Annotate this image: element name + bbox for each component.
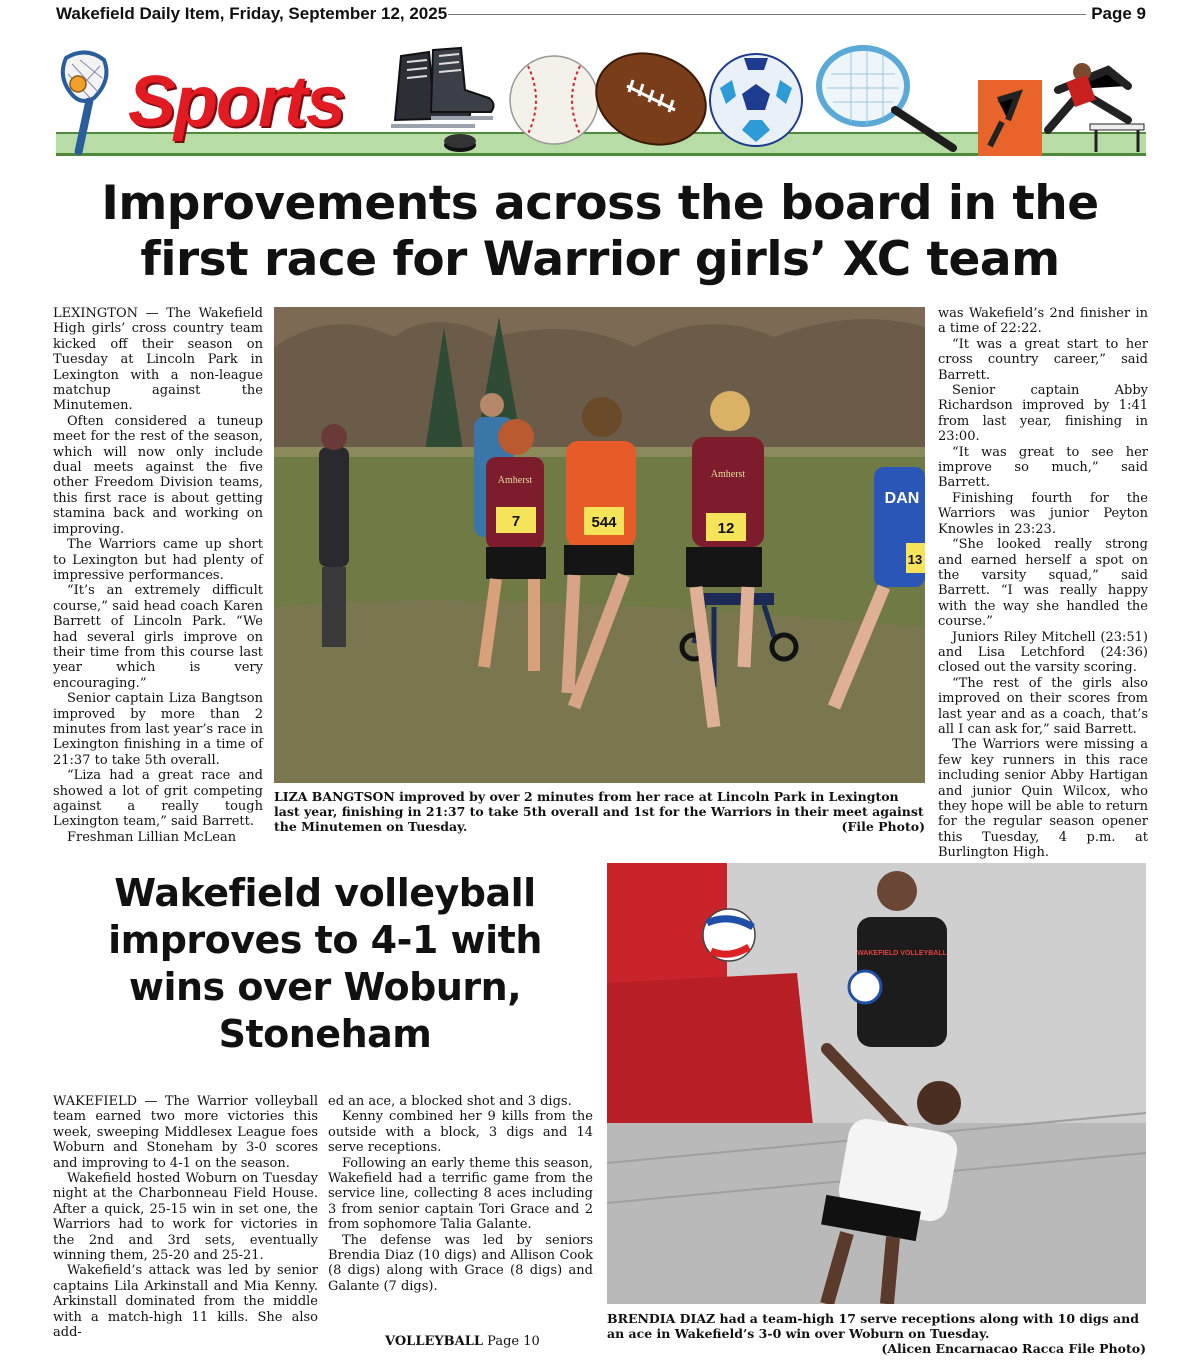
ice-skates-icon bbox=[381, 46, 496, 140]
sports-title: Sports bbox=[128, 62, 345, 142]
xc-column-2 bbox=[938, 306, 1148, 861]
paragraph: Freshman Lillian McLean bbox=[67, 829, 237, 845]
paragraph: Finishing fourth for the Warriors was junior Peyton Knowles in 23:23. bbox=[938, 490, 1148, 537]
jersey-lettering: Amherst bbox=[497, 475, 533, 486]
paragraph: Kenny combined her 9 kills from the outside with a block, 3 digs and 14 serve receptions. bbox=[328, 1109, 593, 1156]
bib-12: 12 bbox=[717, 520, 735, 537]
bib-544: 544 bbox=[591, 514, 617, 531]
paragraph: “It was great to see her improve so much,” said Barrett. bbox=[938, 444, 1148, 491]
headline-volleyball: Wakefield volleyball improves to 4-1 with wins over Woburn, Stoneham bbox=[108, 871, 542, 1056]
volleyball-column-2 bbox=[328, 1094, 593, 1294]
xc-runners-photo bbox=[274, 307, 925, 783]
paragraph: Senior captain Abby Richardson improved by 1:41 from last year, finishing in 23:00. bbox=[938, 383, 1148, 445]
paragraph: “Liza had a great race and showed a lot of grit competing against a really tough Lexington team,” said Barrett. bbox=[53, 768, 263, 830]
xc-column-1 bbox=[53, 306, 263, 845]
caption-text: BRENDIA DIAZ had a team-high 17 serve receptions along with 10 digs and an ace in Wakefield’s 3-0 win over Woburn on Tuesday. bbox=[607, 1311, 1139, 1341]
spectator-figure bbox=[319, 447, 349, 567]
page-number: Page 9 bbox=[1091, 4, 1146, 23]
continued-jump-line[interactable] bbox=[385, 1334, 540, 1350]
paragraph: was Wakefield’s 2nd finisher in a time of 22:22. bbox=[938, 306, 1148, 337]
jump-word: VOLLEYBALL bbox=[385, 1334, 484, 1349]
shirt-lettering: DAN bbox=[884, 490, 920, 507]
paragraph: The Warriors were missing a few key runners in this race including senior Abby Hartigan and junior Quin Wilcox, who they hope will be able to return for the regular season opener this Tuesday, 4 p.m. at Burlington High. bbox=[938, 737, 1148, 861]
football-icon bbox=[591, 44, 711, 154]
paragraph: Senior captain Liza Bangtson improved by more than 2 minutes from last year’s race in Lexington finishing in a time of 21:37 to take 5th overall. bbox=[53, 691, 263, 768]
paragraph: LEXINGTON — The Wakefield High girls’ cross country team kicked off their season on Tuesday at Lincoln Park in Lexington with a non-league matchup against the Minutemen. bbox=[53, 306, 263, 414]
tennis-racket-icon bbox=[811, 44, 961, 154]
volleyball-photo-caption bbox=[607, 1311, 1146, 1356]
hurdler-icon bbox=[978, 50, 1146, 158]
paragraph: Following an early theme this season, Wakefield had a terrific game from the service line, collecting 8 aces including 3 from senior captain Tori Grace and 2 from sophomore Talia Galante. bbox=[328, 1155, 593, 1233]
paragraph: Juniors Riley Mitchell (23:51) and Lisa Letchford (24:36) closed out the varsity scoring. bbox=[938, 629, 1148, 676]
lacrosse-stick-icon bbox=[56, 48, 126, 158]
jump-page: Page 10 bbox=[487, 1334, 540, 1349]
paragraph: The defense was led by seniors Brendia Diaz (10 digs) and Allison Cook (8 digs) along with Grace (8 digs) and Galante (7 digs). bbox=[328, 1232, 593, 1294]
paragraph: “The rest of the girls also improved on their scores from last year and as a coach, that’s all I can ask for,” said Barrett. bbox=[938, 675, 1148, 737]
bib-13: 13 bbox=[907, 552, 923, 567]
header-rule bbox=[448, 14, 1086, 15]
soccer-ball-icon bbox=[706, 50, 806, 150]
volleyball-ball bbox=[703, 909, 755, 961]
paragraph: ed an ace, a blocked shot and 3 digs. bbox=[328, 1094, 572, 1109]
hockey-puck-icon bbox=[442, 132, 478, 154]
running-header bbox=[56, 3, 1146, 25]
volleyball-column-1 bbox=[53, 1094, 318, 1341]
photo-credit: (Alicen Encarnacao Racca File Photo) bbox=[881, 1341, 1146, 1356]
paragraph: “It was a great start to her cross country career,” said Barrett. bbox=[938, 336, 1148, 383]
publication-dateline: Wakefield Daily Item, Friday, September 12, 2025 bbox=[56, 4, 448, 23]
paragraph: “She looked really strong and earned herself a spot on the varsity squad,” said Barrett. “I was really happy with the way she handled the course.” bbox=[938, 537, 1148, 630]
sports-banner bbox=[56, 44, 1146, 160]
paragraph: WAKEFIELD — The Warrior volleyball team earned two more victories this week, sweeping Middlesex League foes Woburn and Stoneham by 3-0 scores and improving to 4-1 on the season. bbox=[53, 1094, 318, 1171]
paragraph: Often considered a tuneup meet for the rest of the season, which will now only include dual meets against the five other Freedom Division teams, this first race is about getting stamina back and working on improving. bbox=[53, 413, 263, 537]
volleyball-photo bbox=[607, 863, 1146, 1304]
paragraph: “It’s an extremely difficult course,” said head coach Karen Barrett of Lincoln Park. “We had several girls improve on their time from this course last year which is very encouraging.” bbox=[53, 583, 263, 691]
paragraph: Wakefield hosted Woburn on Tuesday night at the Charbonneau Field House. After a quick, 25-15 win in set one, the Warriors had to work for victories in the 2nd and 3rd sets, eventually winning them, 25-20 and 25-21. bbox=[53, 1171, 318, 1264]
headline-xc: Improvements across the board in the first race for Warrior girls’ XC team bbox=[101, 176, 1099, 287]
photo-credit: (File Photo) bbox=[841, 819, 925, 834]
bib-7: 7 bbox=[511, 513, 521, 530]
shirt-lettering: WAKEFIELD VOLLEYBALL bbox=[857, 950, 947, 957]
paragraph: The Warriors came up short to Lexington but had plenty of impressive performances. bbox=[53, 537, 263, 583]
jersey-lettering: Amherst bbox=[710, 469, 746, 480]
caption-text: LIZA BANGTSON improved by over 2 minutes from her race at Lincoln Park in Lexington last year, finishing in 21:37 to take 5th overall and 1st for the Warriors in their meet against the Minutemen on Tuesday. bbox=[274, 789, 924, 834]
xc-photo-caption bbox=[274, 789, 925, 834]
paragraph: Wakefield’s attack was led by senior captains Lila Arkinstall and Mia Kenny. Arkinstall dominated from the middle with a match-high 11 kills. She also add- bbox=[53, 1263, 318, 1341]
baseball-icon bbox=[506, 52, 602, 148]
